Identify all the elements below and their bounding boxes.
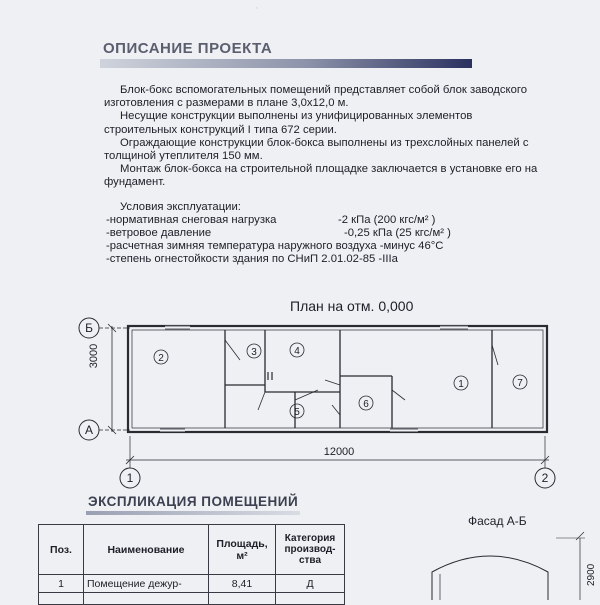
header-area-line: Площадь, [216, 537, 268, 550]
cell-empty [276, 593, 345, 605]
paragraph: Монтаж блок-бокса на строительной площадке заключается в установке его на фундамент. [104, 163, 538, 189]
paragraph: Блок-бокс вспомогательных помещений представляет собой блок заводского изготовления с размерами в плане 3,0х12,0 м. [104, 84, 528, 110]
header-category-line: производ- [284, 544, 336, 555]
facade-drawing [420, 530, 600, 600]
dimension-height: 3000 [88, 343, 100, 369]
cell-empty [39, 593, 84, 605]
room-number: 5 [294, 407, 300, 418]
condition-temperature: -расчетная зимняя температура наружного воздуха -минус 46°C [106, 240, 444, 252]
floor-plan-drawing [0, 310, 600, 495]
condition-label: -нормативная снеговая нагрузка [106, 214, 277, 226]
condition-value: -2 кПа (200 кгс/м² ) [338, 214, 436, 226]
room-number: 1 [458, 379, 464, 390]
condition-fire-resistance: -степень огнестойкости здания по СНиП 2.01.02-85 -IIIа [106, 253, 398, 265]
header-area [209, 525, 276, 575]
description-text [104, 84, 544, 190]
cell-empty [209, 593, 276, 605]
explication-title: ЭКСПЛИКАЦИЯ ПОМЕЩЕНИЙ [88, 494, 299, 509]
room-number: 6 [363, 399, 369, 410]
axis-label-1: 1 [126, 471, 134, 485]
title-underline [100, 59, 472, 68]
conditions-title: Условия эксплуатации: [120, 201, 241, 213]
condition-label: -ветровое давление [106, 227, 212, 239]
explication-table [38, 524, 345, 605]
cell-area: 8,41 [209, 575, 276, 593]
page-title: ОПИСАНИЕ ПРОЕКТА [103, 40, 273, 57]
dimension-length: 12000 [323, 446, 355, 458]
axis-label-b: Б [85, 321, 93, 335]
bleed-through-text: · [255, 2, 259, 14]
condition-snow [106, 214, 506, 227]
header-category-line: ства [298, 555, 322, 566]
explication-underline [86, 511, 300, 515]
cell-category: Д [276, 575, 345, 593]
room-number: 4 [294, 346, 300, 357]
header-area-unit: м² [236, 549, 248, 562]
condition-value: -0,25 кПа (25 кгс/м² ) [344, 227, 451, 239]
paragraph: Ограждающие конструкции блок-бокса выполнены из трехслойных панелей с толщиной утеплителя 150 мм. [104, 136, 529, 163]
room-number: 7 [517, 378, 523, 389]
cell-name: Помещение дежур- [84, 575, 209, 593]
table-header-row [39, 525, 345, 575]
facade-dimension-height: 2900 [586, 563, 597, 586]
cell-empty [84, 593, 209, 605]
axis-label-2: 2 [541, 471, 549, 485]
header-category-line: Категория [284, 533, 336, 544]
room-number: 3 [251, 347, 257, 358]
room-number: 2 [158, 353, 164, 364]
table-row [39, 593, 345, 605]
table-row [39, 575, 345, 593]
facade-title: Фасад А-Б [468, 514, 527, 528]
paragraph: Несущие конструкции выполнены из унифицированных элементов строительных конструкций I типа 672 серии. [104, 110, 473, 136]
axis-label-a: А [84, 423, 94, 437]
header-name: Наименование [84, 525, 209, 575]
header-pos: Поз. [39, 525, 84, 575]
plan-title: План на отм. 0,000 [290, 298, 414, 314]
header-category [276, 525, 345, 575]
cell-pos: 1 [39, 575, 84, 593]
condition-wind [106, 227, 506, 240]
